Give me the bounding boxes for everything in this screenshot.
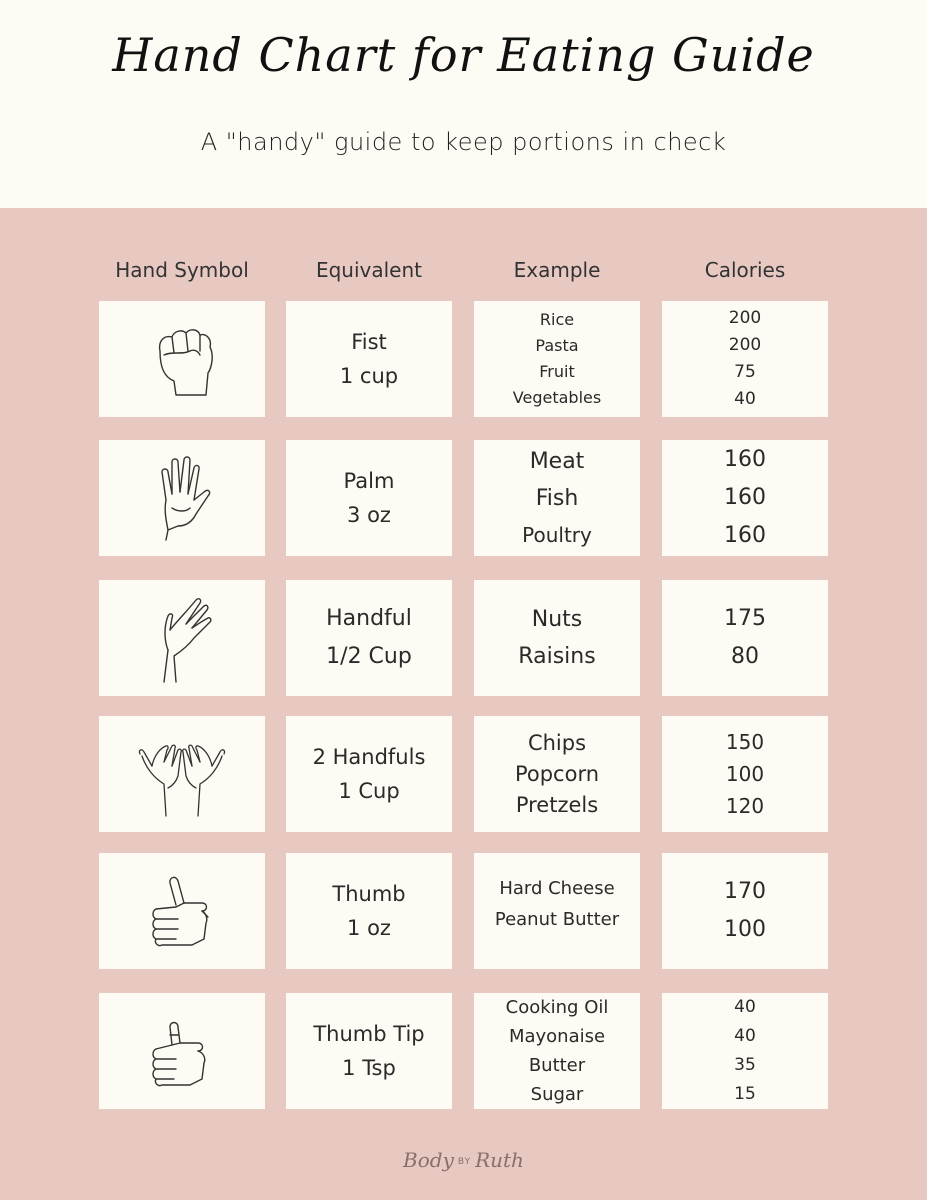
equiv-line: Handful [326,606,412,631]
example-cell [474,440,640,556]
calories-cell [662,440,828,556]
example-item: Pasta [535,336,579,355]
palm-icon [99,440,265,556]
fist-icon [99,301,265,417]
thumb-icon [99,853,265,969]
calories-cell [662,993,828,1109]
calorie-value: 80 [731,644,759,669]
equiv-line: 3 oz [347,503,391,527]
example-item: Chips [527,730,587,755]
calorie-value: 120 [725,794,765,818]
header [0,0,927,208]
example-item: Mayonaise [508,1026,606,1047]
example-cell [474,716,640,832]
example-cell [474,580,640,696]
calories-cell [662,853,828,969]
calorie-value: 175 [724,606,766,631]
example-item: Fish [535,485,579,511]
two-cupped-hands-icon [99,716,265,832]
equiv-line: 1 oz [347,916,391,940]
equiv-cell [286,301,452,417]
example-item: Rice [539,310,575,329]
header-equivalent: Equivalent [315,258,423,282]
example-item: Peanut Butter [494,909,620,930]
calories-cell [662,580,828,696]
equiv-cell [286,853,452,969]
calorie-value: 40 [734,997,756,1017]
example-item: Hard Cheese [499,878,615,899]
calorie-value: 15 [734,1084,756,1104]
calorie-value: 100 [725,762,765,786]
equiv-line: Thumb [332,882,406,906]
example-cell [474,301,640,417]
brand-right: Ruth [475,1148,524,1172]
calorie-value: 35 [734,1055,756,1075]
equiv-line: 1/2 Cup [326,644,412,669]
calories-cell [662,301,828,417]
example-item: Cooking Oil [505,997,609,1018]
calorie-value: 200 [728,308,762,328]
header-calories: Calories [704,258,786,282]
example-item: Poultry [522,522,592,547]
page-subtitle: A "handy" guide to keep portions in check [200,128,727,156]
equiv-cell [286,440,452,556]
header-hand-symbol: Hand Symbol [115,258,249,282]
equiv-cell [286,580,452,696]
example-cell [474,993,640,1109]
example-item: Raisins [518,644,596,669]
calorie-value: 200 [728,335,762,355]
equiv-line: 1 cup [339,364,399,388]
example-item: Butter [528,1055,586,1076]
example-item: Meat [529,448,585,474]
brand-by: BY [457,1156,472,1167]
calorie-value: 40 [734,389,756,409]
equiv-line: Thumb Tip [313,1022,425,1046]
calorie-value: 160 [724,523,766,548]
equiv-line: 1 Cup [338,779,400,803]
equiv-line: Palm [343,469,395,493]
header-example: Example [513,258,601,282]
calorie-value: 170 [724,879,766,904]
equiv-cell [286,993,452,1109]
equiv-line: 1 Tsp [342,1056,396,1080]
example-item: Popcorn [514,761,600,786]
calorie-value: 100 [724,917,766,942]
calorie-value: 40 [734,1026,756,1046]
equiv-line: Fist [351,330,387,354]
cupped-hand-icon [99,580,265,696]
calorie-value: 150 [725,730,765,754]
thumb-tip-icon [99,993,265,1109]
equiv-cell [286,716,452,832]
example-cell [474,853,640,969]
calorie-value: 75 [734,362,756,382]
example-item: Pretzels [515,792,599,817]
page-title: Hand Chart for Eating Guide [112,28,815,82]
example-item: Vegetables [512,388,602,407]
brand-logo [0,1148,927,1172]
example-item: Fruit [539,362,575,381]
calorie-value: 160 [724,485,766,510]
example-item: Sugar [530,1084,584,1105]
calorie-value: 160 [724,447,766,472]
example-item: Nuts [531,607,583,632]
equiv-line: 2 Handfuls [312,745,426,769]
calories-cell [662,716,828,832]
brand-left: Body [403,1148,454,1172]
